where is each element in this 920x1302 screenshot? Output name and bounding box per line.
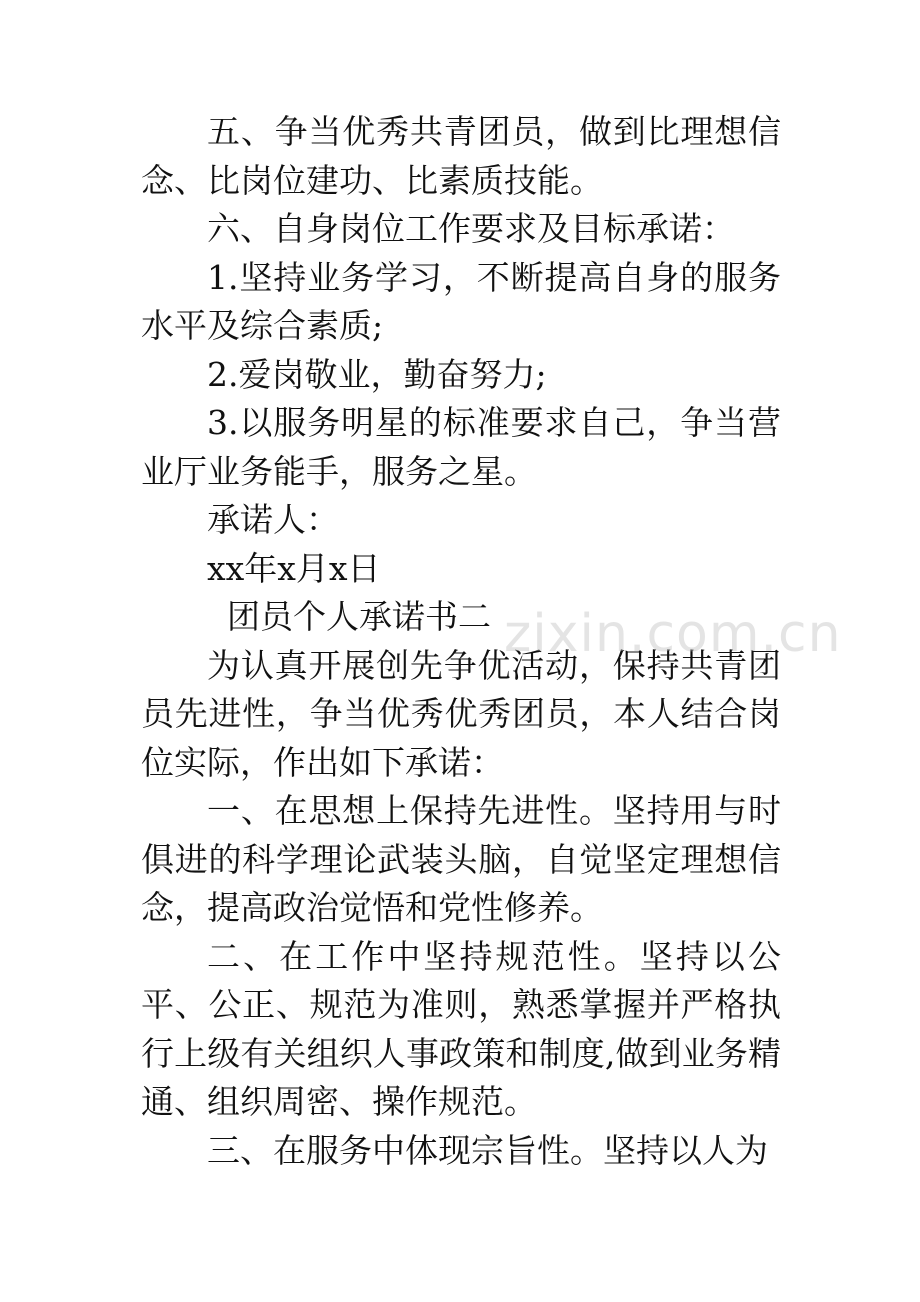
intro-paragraph: 为认真开展创先争优活动，保持共青团员先进性，争当优秀优秀团员，本人结合岗位实际，作出如下承诺： (141, 645, 781, 782)
watermark-text: zixin.com.cn (504, 604, 842, 664)
paragraph-3: 三、在服务中体现宗旨性。坚持以人为 (207, 1130, 768, 1170)
paragraph-1: 一、在思想上保持先进性。坚持用与时俱进的科学理论武装头脑，自觉坚定理想信念，提高政治觉悟和党性修养。 (141, 791, 781, 927)
signer-label: 承诺人： (207, 500, 339, 539)
document-body (141, 108, 781, 1175)
section-title: 团员个人承诺书二 (227, 597, 491, 636)
paragraph-2: 二、在工作中坚持规范性。坚持以公平、公正、规范为准则，熟悉掌握并严格执行上级有关组织人事政策和制度,做到业务精通、组织周密、操作规范。 (141, 936, 781, 1121)
commitment-item-2: 2.爱岗敬业，勤奋努力; (207, 354, 547, 394)
paragraph-5: 五、争当优秀共青团员，做到比理想信念、比岗位建功、比素质技能。 (141, 112, 781, 200)
commitment-item-1: 1.坚持业务学习，不断提高自身的服务水平及综合素质; (141, 257, 781, 345)
commitment-item-3: 3.以服务明星的标准要求自己，争当营业厅业务能手，服务之星。 (141, 403, 781, 491)
date-line: xx年x月x日 (207, 548, 381, 588)
paragraph-6-heading: 六、自身岗位工作要求及目标承诺： (207, 209, 735, 248)
